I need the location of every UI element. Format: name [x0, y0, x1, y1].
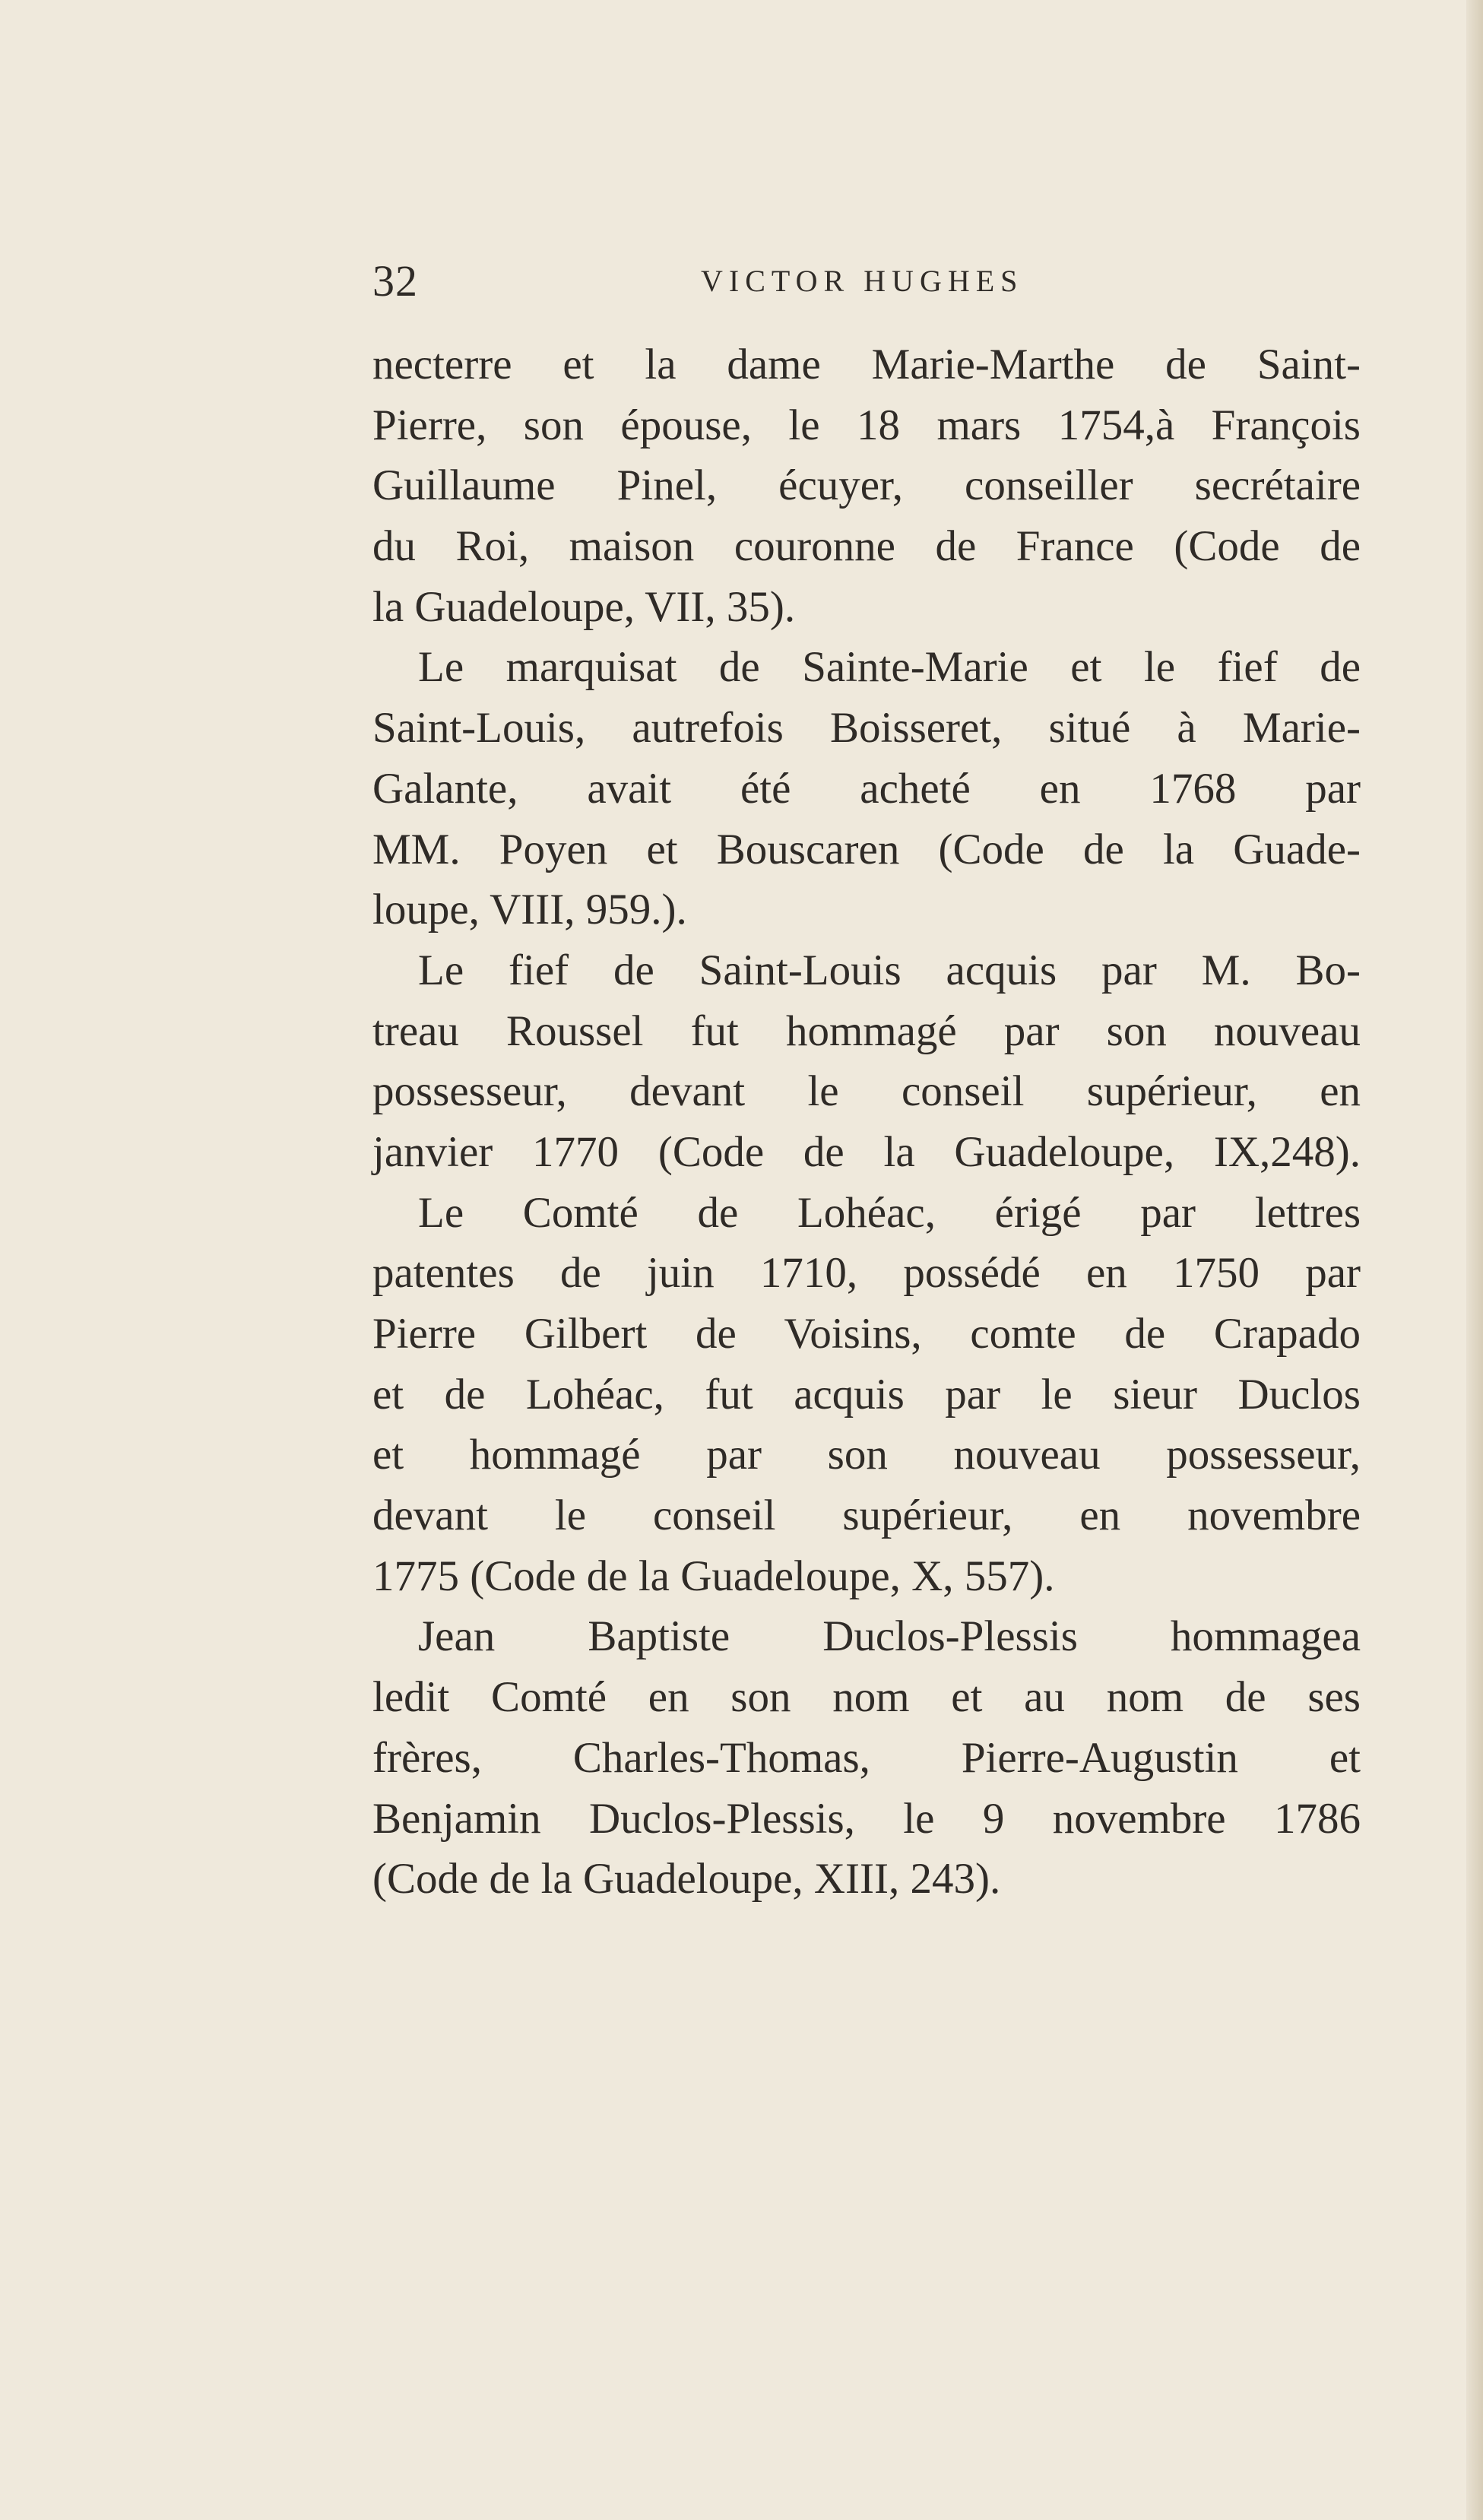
text-line: Guillaume Pinel, écuyer, conseiller secrétaire [372, 461, 1361, 510]
text-line: Galante, avait été acheté en 1768 par [372, 764, 1361, 813]
text-line: janvier 1770 (Code de la Guadeloupe, IX,248). [372, 1127, 1361, 1176]
text-line: et hommagé par son nouveau possesseur, [372, 1431, 1361, 1479]
text-line: Le marquisat de Sainte-Marie et le fief de [418, 643, 1361, 692]
page-number: 32 [372, 256, 418, 306]
text-line: MM. Poyen et Bouscaren (Code de la Guade- [372, 825, 1361, 873]
text-line: treau Roussel fut hommagé par son nouveau [372, 1006, 1361, 1055]
text-line: (Code de la Guadeloupe, XIII, 243). [372, 1855, 1001, 1903]
text-line: Saint-Louis, autrefois Boisseret, situé à Marie- [372, 704, 1361, 753]
page-edge [1466, 0, 1483, 2520]
text-line: patentes de juin 1710, possédé en 1750 par [372, 1249, 1361, 1298]
text-line: du Roi, maison couronne de France (Code de [372, 522, 1361, 571]
text-line: Benjamin Duclos-Plessis, le 9 novembre 1786 [372, 1794, 1361, 1843]
text-line: 1775 (Code de la Guadeloupe, X, 557). [372, 1552, 1055, 1600]
text-line: Pierre, son épouse, le 18 mars 1754,à François [372, 401, 1361, 449]
page-header [372, 251, 1361, 312]
text-line: Pierre Gilbert de Voisins, comte de Crapado [372, 1310, 1361, 1358]
text-line: ledit Comté en son nom et au nom de ses [372, 1673, 1361, 1722]
text-line: Le fief de Saint-Louis acquis par M. Bo- [418, 946, 1361, 994]
text-line: Le Comté de Lohéac, érigé par lettres [418, 1188, 1361, 1237]
text-line: loupe, VIII, 959.). [372, 886, 687, 934]
text-line: et de Lohéac, fut acquis par le sieur Duclos [372, 1370, 1361, 1418]
running-title: VICTOR HUGHES [701, 264, 1024, 298]
text-line: la Guadeloupe, VII, 35). [372, 582, 796, 631]
text-line: Jean Baptiste Duclos-Plessis hommagea [418, 1612, 1361, 1661]
text-line: possesseur, devant le conseil supérieur, en [372, 1067, 1361, 1116]
text-line: devant le conseil supérieur, en novembre [372, 1491, 1361, 1540]
body-text [372, 334, 1361, 1910]
text-line: necterre et la dame Marie-Marthe de Saint- [372, 341, 1361, 388]
text-line: frères, Charles-Thomas, Pierre-Augustin et [372, 1733, 1361, 1782]
